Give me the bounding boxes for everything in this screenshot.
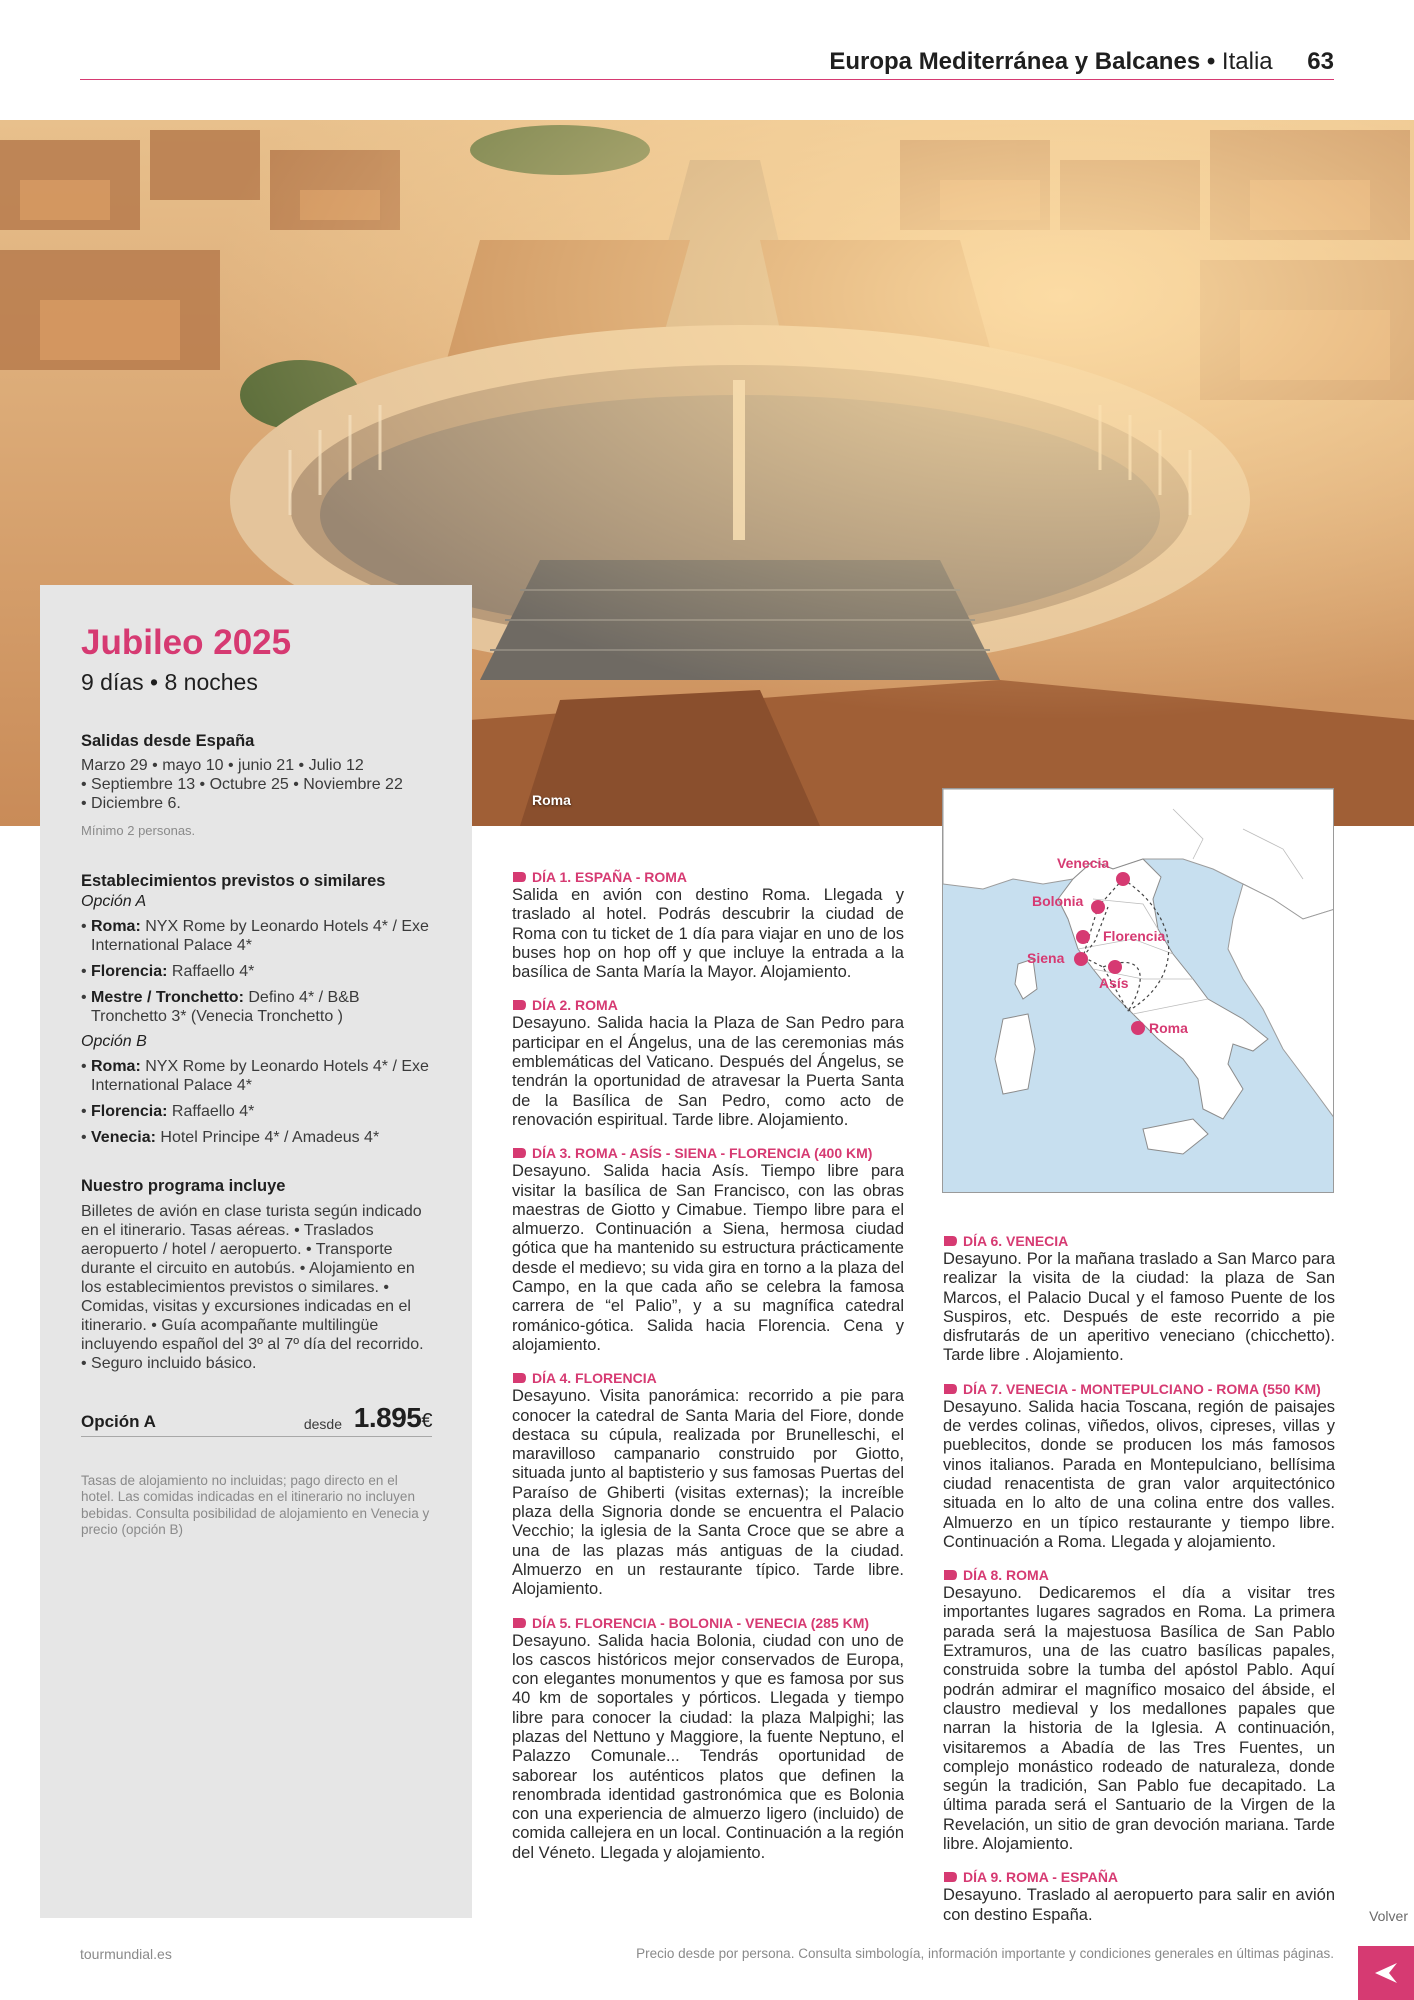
city-dot-roma [1131, 1021, 1145, 1035]
departures-line-3: • Diciembre 6. [81, 794, 181, 812]
page-header [80, 44, 1334, 80]
hotel-item [81, 1128, 432, 1147]
itinerary-day [512, 1369, 904, 1599]
hotel-city: Roma: [91, 917, 141, 935]
bus-icon [512, 871, 527, 883]
day-title-text: DÍA 2. ROMA [532, 997, 618, 1014]
bus-icon [943, 1383, 958, 1395]
price-currency: € [421, 1409, 432, 1432]
includes-title: Nuestro programa incluye [81, 1176, 286, 1195]
hotel-item [81, 988, 432, 1026]
day-text: Desayuno. Por la mañana traslado a San Marco para realizar la visita de la ciudad: la plaza de San Marcos, el Palacio Ducal y el famoso Puente de los Suspiros, etc. Después de este recorrido a pie disfrutarás de un aperitivo veneciano (chicchetto). Tarde libre . Alojamiento. [943, 1250, 1335, 1365]
hotel-name: NYX Rome by Leonardo Hotels 4* / Exe International Palace 4* [91, 1057, 429, 1094]
day-text: Desayuno. Salida hacia la Plaza de San Pedro para participar en el Ángelus, una de las ceremonias más emblemáticas del Vaticano. Después del Ángelus, se tendrán la oportunidad de atravesar la Puerta Santa de la Basílica de San Pedro, como acto de renovación espiritual. Tarde libre. Alojamiento. [512, 1014, 904, 1129]
day-title-text: DÍA 1. ESPAÑA - ROMA [532, 869, 688, 885]
itinerary-day [943, 1380, 1335, 1552]
itinerary-day [512, 1614, 904, 1864]
hotel-city: Mestre / Tronchetto: [91, 988, 244, 1006]
day-text: Desayuno. Salida hacia Toscana, región de paisajes de verdes colinas, viñedos, olivos, cipreses, villas y pueblecitos, donde se producen los más famosos vinos italianos. Parada en Montepulciano, bellísima ciudad renacentista de gran valor arquitectónico situada en lo alto de una colina entre dos valles. Almuerzo en un típico restaurante y tiempo libre. Continuación a Roma. Llegada y alojamiento. [943, 1397, 1335, 1551]
back-nav[interactable] [1346, 1908, 1414, 2000]
hotel-name: Raffaello 4* [171, 1102, 255, 1120]
price-option: Opción A [81, 1411, 156, 1431]
day-text: Salida en avión con destino Roma. Llegada y traslado al hotel. Podrás descubrir la ciudad de Roma con tu ticket de 1 día para viajar en uno de los buses hop on hop off y que incluye la entrada a la basílica de Santa María la Mayor. Alojamiento. [512, 886, 904, 982]
bus-icon [512, 1147, 527, 1159]
footer-site[interactable]: tourmundial.es [80, 1946, 172, 1962]
hotel-name: Hotel Principe 4* / Amadeus 4* [160, 1128, 380, 1146]
day-title-text: DÍA 8. ROMA [963, 1567, 1049, 1584]
hotel-city: Florencia: [91, 1102, 168, 1120]
trip-summary-box [40, 585, 472, 1918]
itinerary-column-2 [943, 1232, 1335, 1939]
itinerary-day [512, 996, 904, 1130]
hotel-city: Roma: [91, 1057, 141, 1075]
day-title-text: DÍA 4. FLORENCIA [532, 1370, 657, 1387]
day-title-text: DÍA 7. VENECIA - MONTEPULCIANO - ROMA (550 KM) [963, 1380, 1321, 1397]
price-value [354, 1402, 432, 1434]
hotel-name: Defino 4* / B&B Tronchetto 3* (Venecia Tronchetto ) [91, 988, 360, 1025]
day-title-text: DÍA 3. ROMA - ASÍS - SIENA - FLORENCIA (400 KM) [532, 1145, 873, 1162]
day-title [512, 1614, 904, 1632]
day-title [512, 1369, 904, 1387]
city-label-florencia: Florencia [1103, 928, 1166, 944]
city-dot-florencia [1076, 930, 1090, 944]
day-title [512, 996, 904, 1014]
bus-icon [512, 1372, 527, 1384]
city-label-roma: Roma [1149, 1020, 1188, 1036]
header-title [829, 48, 1334, 76]
day-title [943, 1232, 1335, 1250]
hotel-city: Florencia: [91, 962, 168, 980]
header-separator: • [1206, 48, 1216, 75]
itinerary-day [512, 1144, 904, 1355]
bus-icon [512, 999, 527, 1011]
option-a-label: Opción A [81, 892, 147, 910]
route-map [942, 788, 1334, 1193]
fine-print: Tasas de alojamiento no incluidas; pago directo en el hotel. Las comidas indicadas en el itinerario no incluyen bebidas. Consulta posibilidad de alojamiento en Venecia y precio (opción B) [81, 1472, 430, 1538]
itinerary-day [943, 1566, 1335, 1854]
city-label-siena: Siena [1027, 950, 1065, 966]
day-title [943, 1566, 1335, 1584]
hotel-name: NYX Rome by Leonardo Hotels 4* / Exe International Palace 4* [91, 917, 429, 954]
city-label-venecia: Venecia [1057, 855, 1110, 871]
city-label-asis: Asís [1099, 975, 1129, 991]
city-dot-bolonia [1091, 900, 1105, 914]
option-a-hotels [81, 917, 432, 1026]
hotel-item [81, 1057, 432, 1095]
itinerary-column-1 [512, 868, 904, 1877]
day-title-text: DÍA 6. VENECIA [963, 1233, 1069, 1249]
trip-title: Jubileo 2025 [81, 623, 292, 662]
bus-icon [943, 1871, 958, 1883]
option-b-label: Opción B [81, 1032, 147, 1050]
departures-line-1: Marzo 29 • mayo 10 • junio 21 • Julio 12 [81, 756, 364, 774]
itinerary-day [943, 1868, 1335, 1925]
back-label[interactable]: Volver [1369, 1908, 1408, 1924]
back-arrow-icon[interactable] [1373, 1961, 1399, 1985]
day-title [943, 1380, 1335, 1398]
minimum-note: Mínimo 2 personas. [81, 822, 196, 838]
bus-icon [512, 1617, 527, 1629]
price-from-label: desde [303, 1415, 342, 1432]
option-b-hotels [81, 1057, 432, 1147]
hero-caption: Roma [532, 792, 571, 808]
itinerary-day [943, 1232, 1335, 1366]
hotel-city: Venecia: [91, 1128, 156, 1146]
price-row [81, 1401, 432, 1437]
hotel-item [81, 1102, 432, 1121]
bus-icon [943, 1569, 958, 1581]
trip-duration: 9 días • 8 noches [81, 668, 258, 695]
day-text: Desayuno. Traslado al aeropuerto para salir en avión con destino España. [943, 1886, 1335, 1924]
departures-title: Salidas desde España [81, 731, 255, 750]
city-dot-asis [1108, 960, 1122, 974]
header-country: Italia [1221, 48, 1273, 75]
includes-text: Billetes de avión en clase turista según indicado en el itinerario. Tasas aéreas. • Traslados aeropuerto / hotel / aeropuerto. • Transporte durante el circuito en autobús. • Alojamiento en los establecimientos previstos o similares. • Comidas, visitas y excursiones indicadas en el itinerario. • Guía acompañante multilingüe incluyendo español del 3º al 7º día del recorrido. • Seguro incluido básico. [81, 1202, 424, 1372]
departures-dates [81, 756, 432, 813]
hotel-name: Raffaello 4* [171, 962, 255, 980]
day-title [943, 1868, 1335, 1886]
day-title-text: DÍA 5. FLORENCIA - BOLONIA - VENECIA (285 KM) [532, 1614, 870, 1631]
day-text: Desayuno. Visita panorámica: recorrido a pie para conocer la catedral de Santa Maria del Fiore, donde destaca su cúpula, realizada por Brunelleschi, el maravilloso campanario construido por Giotto, situada junto al baptisterio y sus famosas Puertas del Paraíso de Ghiberti (visitas externas); la increíble plaza della Signoria donde se encuentra el Palacio Vecchio; la iglesia de la Santa Croce que se abre a una de las plazas más antiguas de la ciudad. Almuerzo en un restaurante típico. Tarde libre. Alojamiento. [512, 1387, 904, 1599]
italy-map-illustration [943, 789, 1334, 1193]
city-label-bolonia: Bolonia [1032, 893, 1084, 909]
back-button[interactable] [1358, 1946, 1414, 2000]
header-section: Europa Mediterránea y Balcanes [829, 48, 1201, 75]
city-dot-siena [1074, 952, 1088, 966]
bus-icon [943, 1235, 958, 1247]
departures-line-2: • Septiembre 13 • Octubre 25 • Noviembre 22 [81, 775, 403, 793]
day-title [512, 1144, 904, 1162]
day-title-text: DÍA 9. ROMA - ESPAÑA [963, 1869, 1119, 1886]
hotel-item [81, 962, 432, 981]
footer-disclaimer: Precio desde por persona. Consulta simbología, información importante y condiciones generales en últimas páginas. [636, 1946, 1334, 1961]
page-number: 63 [1307, 48, 1334, 75]
day-text: Desayuno. Salida hacia Bolonia, ciudad con uno de los cascos históricos mejor conservados de Europa, con elegantes monumentos y que es famosa por sus 40 km de soportales y pórticos. Llegada y tiempo libre para conocer la ciudad: la plaza Malpighi; las plazas del Nettuno y Maggiore, la fuente Neptuno, el Palazzo Comunale... Tendrás oportunidad de saborear los auténticos platos que definen la renombrada identidad gastronómica que es Bolonia con una experiencia de almuerzo ligero (incluido) de comida callejera en un local. Continuación a la región del Véneto. Llegada y alojamiento. [512, 1631, 904, 1862]
price-amount: 1.895 [353, 1401, 422, 1433]
day-text: Desayuno. Dedicaremos el día a visitar tres importantes lugares sagrados en Roma. La primera parada será la majestuosa Basílica de San Pablo Extramuros, una de las cuatro basílicas papales, construida sobre la tumba del apóstol Pablo. Aquí podrán admirar el magnífico mosaico del ábside, el claustro medieval y los medallones papales que narran la historia de la Iglesia. A continuación, visitaremos a Abadía de las Tres Fuentes, un complejo monástico rodeado de naturaleza, donde según la tradición, San Pablo fue decapitado. La última parada será el Santuario de la Virgen de la Revelación, un sitio de gran devoción mariana. Tarde libre. Alojamiento. [943, 1584, 1335, 1854]
itinerary-day [512, 868, 904, 982]
day-title [512, 868, 904, 886]
city-dot-venecia [1116, 872, 1130, 886]
hotel-item [81, 917, 432, 955]
day-text: Desayuno. Salida hacia Asís. Tiempo libre para visitar la basílica de San Francisco, con las obras maestras de Giotto y Cimabue. Tiempo libre para el almuerzo. Continuación a Siena, hermosa ciudad gótica que ha mantenido su estructura prácticamente desde el medievo; su vida gira en torno a la plaza del Campo, en la que cada año se celebra la famosa carrera de “el Palio”, y a su magnífica catedral románico-gótica. Salida hacia Florencia. Cena y alojamiento. [512, 1162, 904, 1354]
hotels-title: Establecimientos previstos o similares [81, 871, 386, 890]
